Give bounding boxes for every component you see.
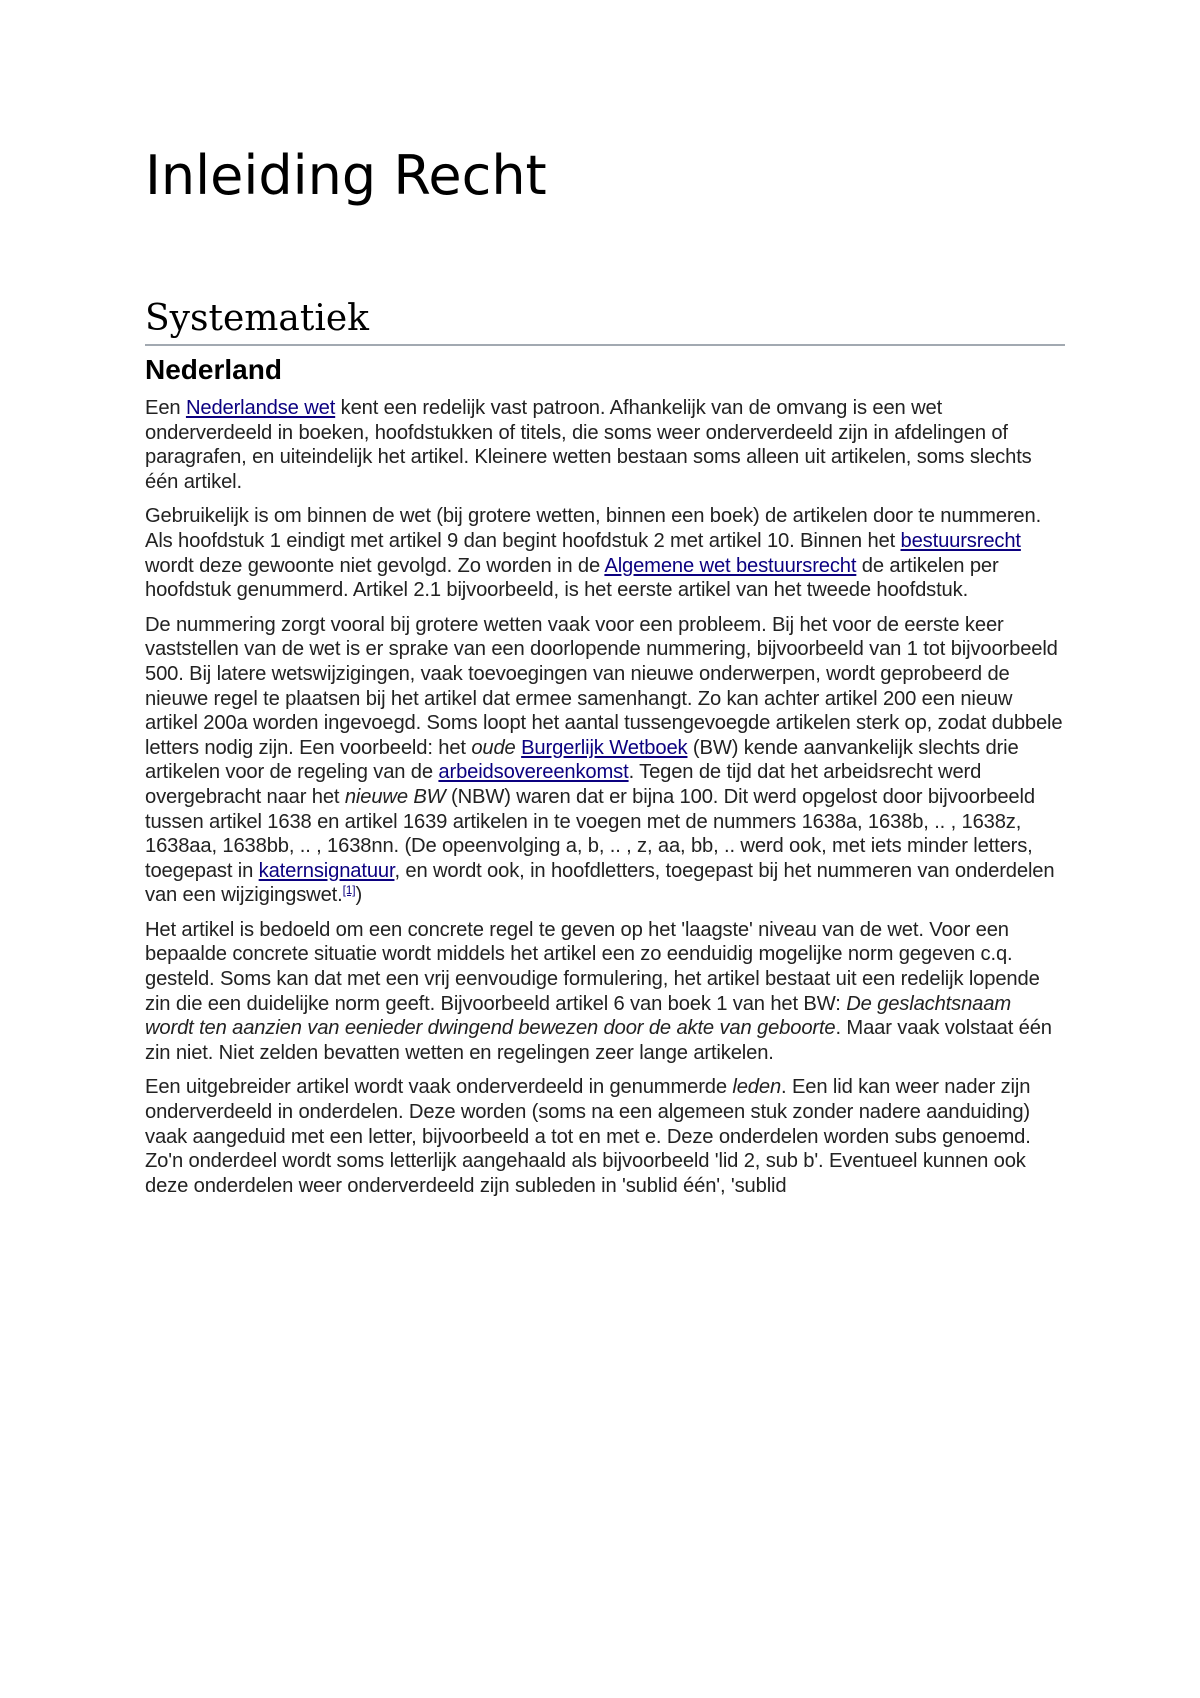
- link-nederlandse-wet[interactable]: Nederlandse wet: [185, 397, 336, 419]
- text-run: . Een lid kan weer nader zijn onderverdeeld in onderdelen. Deze worden (soms na een algemeen stuk zonder nadere aanduiding) vaak aangeduid met een letter, bijvoorbeeld a tot en met e. Deze onderdelen worden subs genoemd. Zo'n onderdeel wordt soms letterlijk aangehaald als bijvoorbeeld 'lid 2, sub b'. Eventueel kunnen ook deze onderdelen weer onderverdeeld zijn subleden in 'sublid één', 'sublid: [145, 1076, 1031, 1197]
- paragraph-5: [145, 1075, 1065, 1198]
- paragraph-2: [145, 504, 1065, 602]
- link-katernsignatuur[interactable]: katernsignatuur: [258, 859, 395, 882]
- text-run: wordt deze gewoonte niet gevolgd. Zo worden in de: [145, 554, 605, 577]
- text-run: . Maar vaak volstaat één zin niet. Niet zelden bevatten wetten en regelingen zeer lange artikelen.: [145, 1017, 1052, 1064]
- text-run: Het artikel is bedoeld om een concrete regel te geven op het 'laagste' niveau van de wet. Voor een bepaalde concrete situatie wordt middels het artikel een zo eenduidig mogelijke norm gegeven c.q. gesteld. Soms kan dat met een vrij eenvoudige formulering, het artikel bestaat uit een redelijk lopende zin die een duidelijke norm geeft. Bijvoorbeeld artikel 6 van boek 1 van het BW:: [145, 918, 1040, 1015]
- text-run: . Tegen de tijd dat het arbeidsrecht werd overgebracht naar het: [145, 761, 982, 808]
- text-run: (BW) kende aanvankelijk slechts drie artikelen voor de regeling van de: [145, 736, 1019, 784]
- subsection-heading: Nederland: [145, 354, 282, 385]
- emphasis-leden: leden: [732, 1076, 782, 1099]
- text-run: Gebruikelijk is om binnen de wet (bij grotere wetten, binnen een boek) de artikelen door te nummeren. Als hoofdstuk 1 eindigt met artikel 9 dan begint hoofdstuk 2 met artikel 10. Binnen het: [145, 505, 1042, 552]
- paragraph-1: [145, 396, 1065, 494]
- document-title: Inleiding Recht: [145, 144, 547, 207]
- text-run: kent een redelijk vast patroon. Afhankelijk van de omvang is een wet onderverdeeld in boeken, hoofdstukken of titels, die soms weer onderverdeeld zijn in afdelingen of paragrafen, en uiteindelijk het artikel. Kleinere wetten bestaan soms alleen uit artikelen, soms slechts één artikel.: [145, 397, 1032, 493]
- text-run: de artikelen per hoofdstuk genummerd. Artikel 2.1 bijvoorbeeld, is het eerste artikel van het tweede hoofdstuk.: [145, 554, 999, 602]
- emphasis-nieuwe-bw: nieuwe BW: [344, 785, 446, 808]
- text-run: De nummering zorgt vooral bij grotere wetten vaak voor een probleem. Bij het voor de eerste keer vaststellen van de wet is er sprake van een doorlopende nummering, bijvoorbeeld van 1 tot bijvoorbeeld 500. Bij latere wetswijzigingen, vaak toevoegingen van nieuwe onderwerpen, wordt geprobeerd de nieuwe regel te plaatsen bij het artikel dat ermee samenhangt. Zo kan achter artikel 200 een nieuw artikel 200a worden ingevoegd. Soms loopt het aantal tussengevoegde artikelen sterk op, zodat dubbele letters nodig zijn. Een voorbeeld: het: [145, 613, 1063, 759]
- link-bestuursrecht[interactable]: bestuursrecht: [900, 529, 1021, 552]
- paragraph-4: [145, 918, 1065, 1066]
- text-run: , en wordt ook, in hoofdletters, toegepast bij het nummeren van onderdelen van een wijzigingswet.: [145, 859, 1055, 907]
- link-burgerlijk-wetboek[interactable]: Burgerlijk Wetboek: [521, 736, 688, 759]
- document-content: [145, 140, 1065, 1208]
- footnote-link[interactable]: [1]: [342, 883, 356, 898]
- emphasis-quote: De geslachtsnaam wordt ten aanzien van eenieder dwingend bewezen door de akte van geboorte: [145, 992, 1011, 1040]
- paragraph-3: [145, 613, 1065, 908]
- text-run: Een uitgebreider artikel wordt vaak onderverdeeld in genummerde: [145, 1076, 733, 1099]
- emphasis-oude: oude: [471, 736, 516, 759]
- link-arbeidsovereenkomst[interactable]: arbeidsovereenkomst: [438, 761, 629, 784]
- text-run: Een: [145, 397, 186, 419]
- section-heading: Systematiek: [145, 296, 1065, 346]
- text-run: (NBW) waren dat er bijna 100. Dit werd opgelost door bijvoorbeeld tussen artikel 1638 en artikel 1639 artikelen in te voegen met de nummers 1638a, 1638b, .. , 1638z, 1638aa, 1638bb, .. , 1638nn. (De opeenvolging a, b, .. , z, aa, bb, .. werd ook, met iets minder letters, toegepast in: [145, 785, 1035, 882]
- link-algemene-wet-bestuursrecht[interactable]: Algemene wet bestuursrecht: [604, 554, 857, 577]
- text-run: ): [355, 884, 363, 907]
